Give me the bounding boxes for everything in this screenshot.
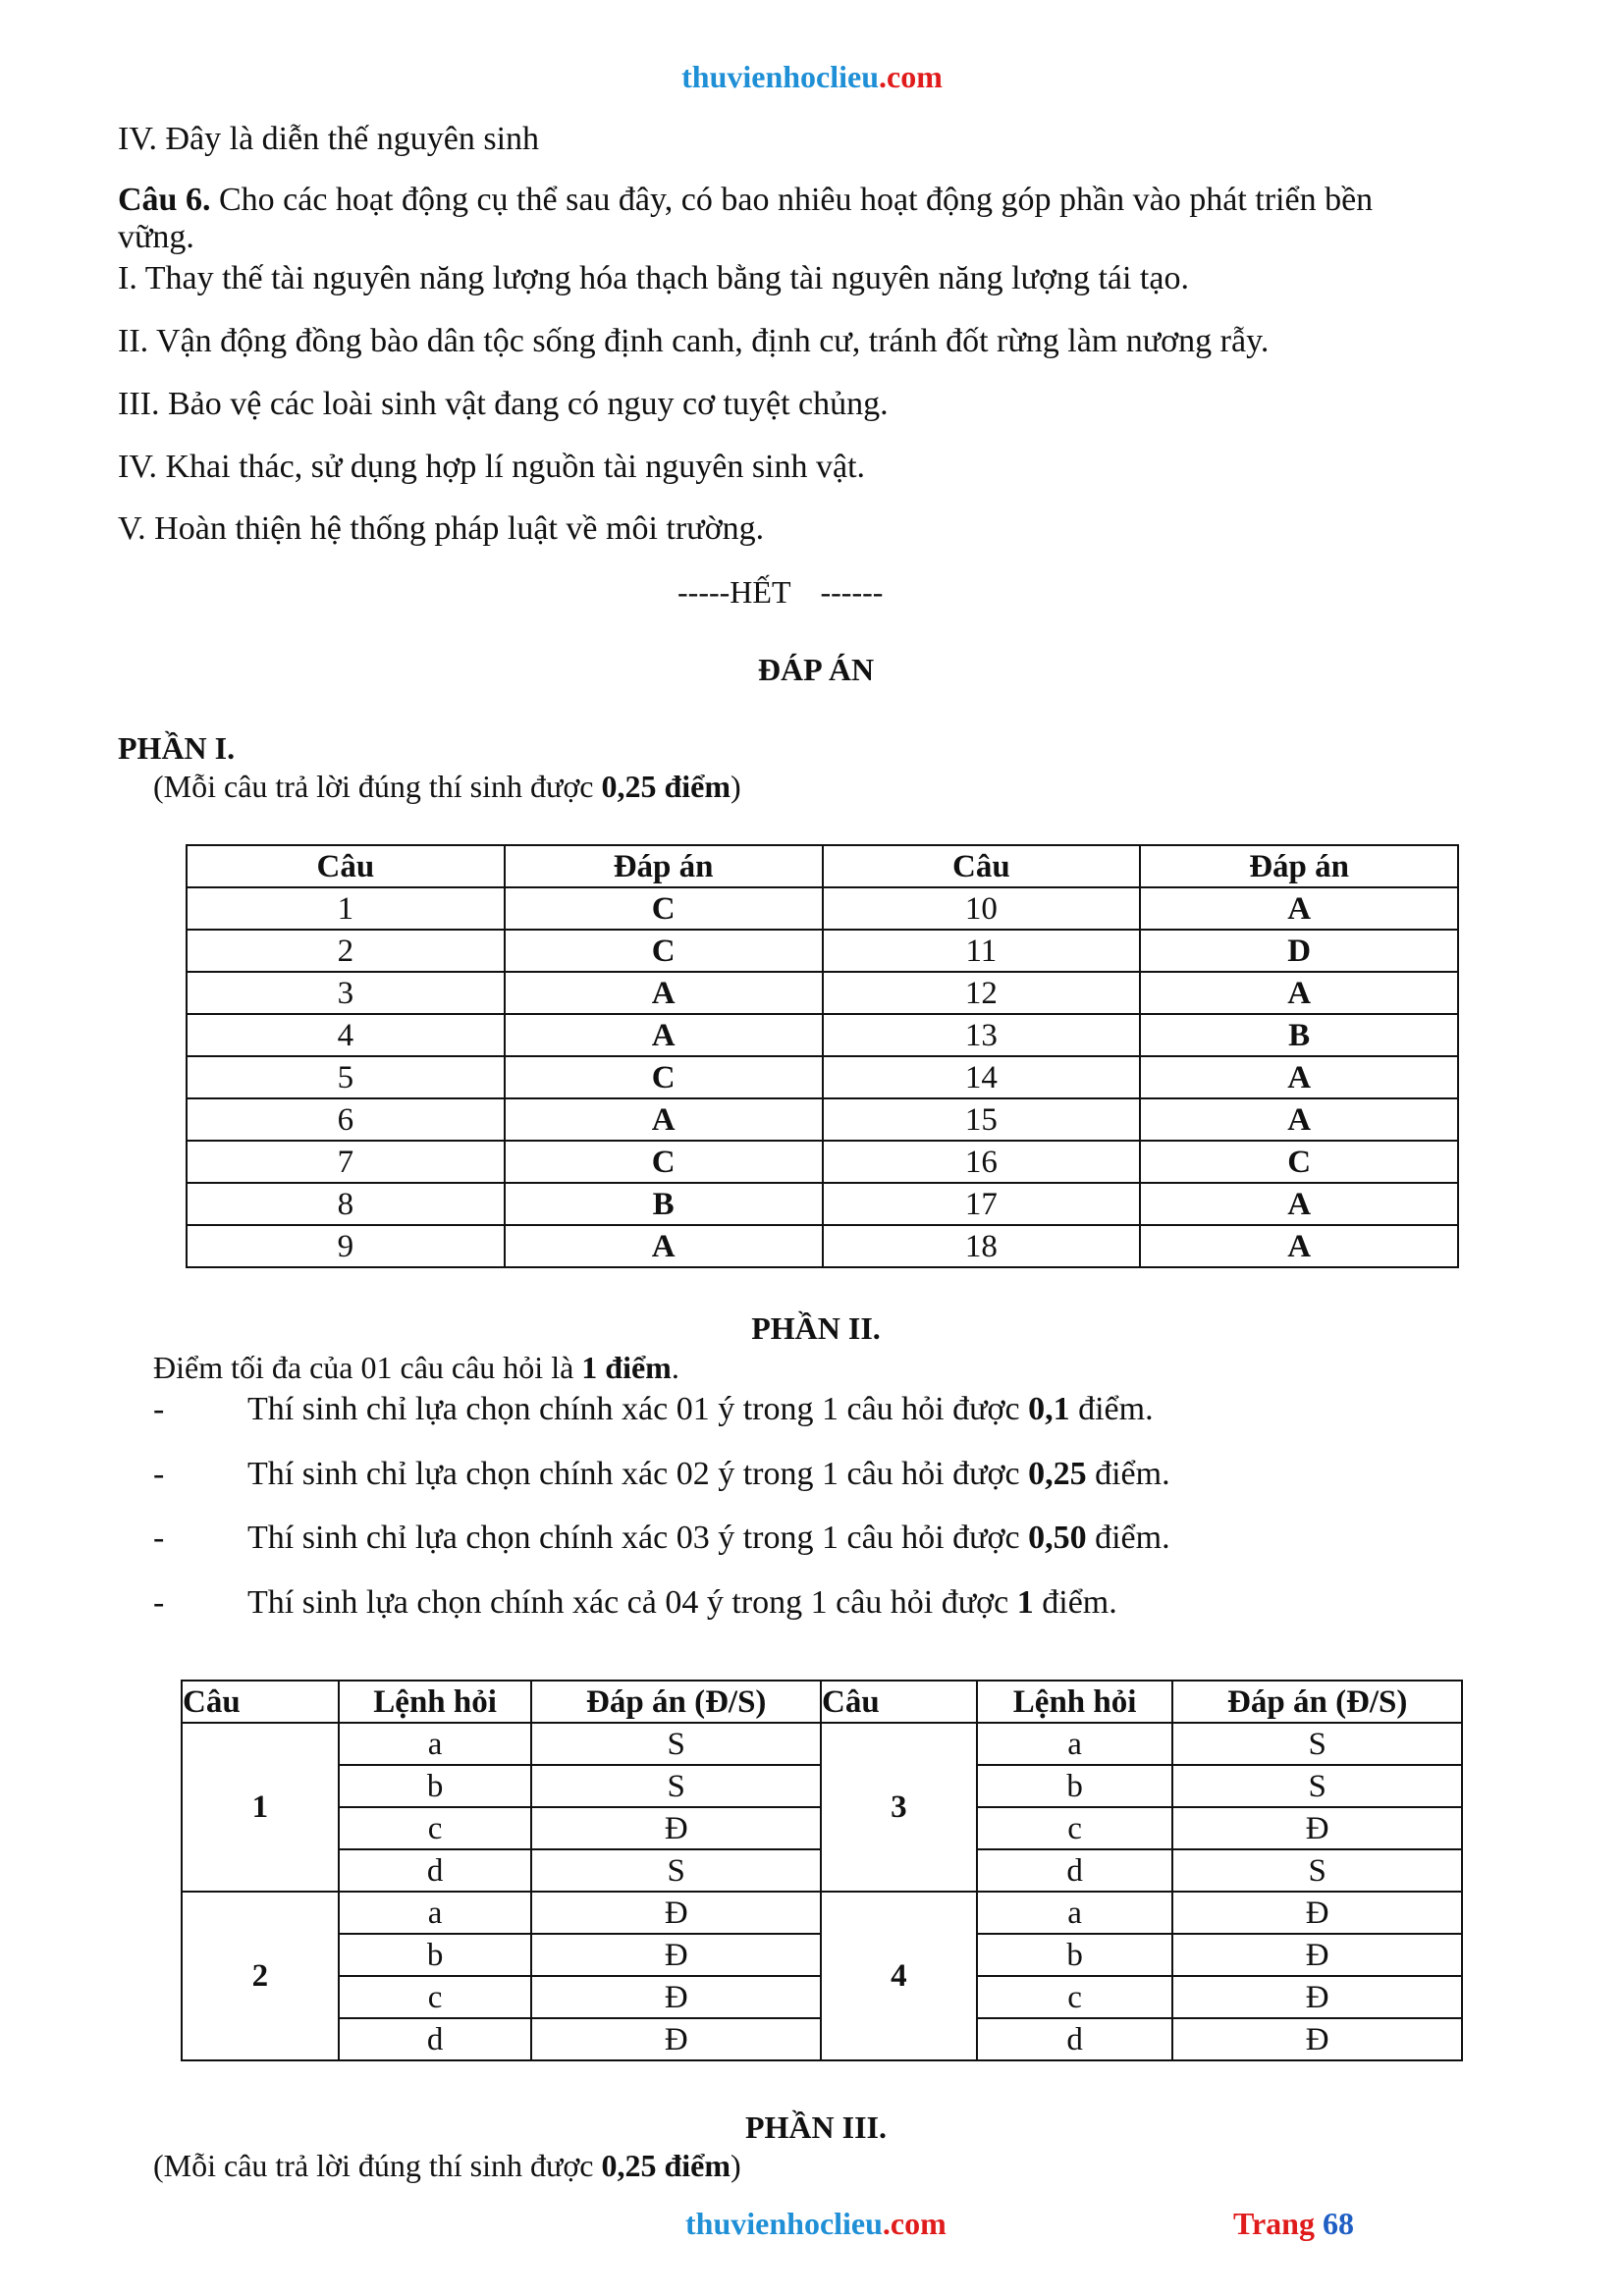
answer-cell: A xyxy=(505,1014,823,1056)
table-header-cell: Lệnh hỏi xyxy=(339,1681,532,1723)
answer-cell: Đ xyxy=(1172,2018,1462,2060)
scoring-rule xyxy=(247,1519,1170,1558)
scoring-rule-end: điểm. xyxy=(1033,1584,1117,1621)
answer-cell: B xyxy=(505,1183,823,1225)
page-label: Trang xyxy=(1233,2206,1323,2241)
statement-cell: c xyxy=(339,1976,532,2018)
table-row xyxy=(182,1723,1462,1765)
answer-cell: A xyxy=(505,1098,823,1141)
part2-answer-table xyxy=(181,1680,1463,2061)
statement-cell: c xyxy=(977,1807,1173,1849)
scoring-rule-points: 1 xyxy=(1016,1584,1034,1621)
answer-cell: Đ xyxy=(531,1976,821,2018)
statement-cell: b xyxy=(339,1765,532,1807)
question6-line2: vững. xyxy=(118,219,194,255)
question-number-cell: 12 xyxy=(823,972,1141,1014)
table-header-cell: Câu xyxy=(187,845,505,887)
question-number-cell: 11 xyxy=(823,930,1141,972)
scoring-rule-end: điểm. xyxy=(1086,1520,1170,1556)
question-number-cell: 7 xyxy=(187,1141,505,1183)
table-header-cell: Đáp án (Đ/S) xyxy=(531,1681,821,1723)
question-number-cell: 4 xyxy=(187,1014,505,1056)
scoring-rule-text: Thí sinh chỉ lựa chọn chính xác 02 ý trong 1 câu hỏi được xyxy=(247,1456,1029,1492)
statement-cell: d xyxy=(339,2018,532,2060)
part1-note-points: 0,25 điểm xyxy=(601,769,731,804)
statement-cell: a xyxy=(339,1892,532,1934)
question-number-cell: 14 xyxy=(823,1056,1141,1098)
answer-cell: C xyxy=(505,887,823,930)
question6-text: Cho các hoạt động cụ thể sau đây, có bao nhiêu hoạt động góp phần vào phát triển bền xyxy=(210,182,1374,218)
scoring-rule-end: điểm. xyxy=(1086,1456,1170,1492)
table-header-row xyxy=(182,1681,1462,1723)
table-header-cell: Đáp án xyxy=(505,845,823,887)
page-number-value: 68 xyxy=(1322,2206,1354,2241)
table-header-cell: Câu xyxy=(823,845,1141,887)
answer-cell: Đ xyxy=(1172,1976,1462,2018)
answer-cell: A xyxy=(1140,1183,1458,1225)
scoring-bullet: - xyxy=(153,1584,165,1621)
table-header-cell: Lệnh hỏi xyxy=(977,1681,1173,1723)
answer-cell: C xyxy=(505,1141,823,1183)
question-number-cell: 4 xyxy=(821,1892,977,2060)
table-header-cell: Câu xyxy=(821,1681,977,1723)
table-header-cell: Câu xyxy=(182,1681,339,1723)
part3-note-points: 0,25 điểm xyxy=(601,2148,731,2183)
table-row xyxy=(187,930,1458,972)
question-number-cell: 15 xyxy=(823,1098,1141,1141)
question6-item: II. Vận động đồng bào dân tộc sống định canh, định cư, tránh đốt rừng làm nương rẫy. xyxy=(118,323,1270,359)
table-row xyxy=(187,972,1458,1014)
part1-answer-table xyxy=(186,844,1459,1268)
table-header-cell: Đáp án xyxy=(1140,845,1458,887)
scoring-bullet: - xyxy=(153,1391,165,1427)
answer-cell: D xyxy=(1140,930,1458,972)
end-mark-dashes-left: ----- xyxy=(677,574,731,610)
scoring-rule-text: Thí sinh chỉ lựa chọn chính xác 01 ý trong 1 câu hỏi được xyxy=(247,1391,1029,1427)
answer-cell: Đ xyxy=(1172,1892,1462,1934)
table-row xyxy=(187,1225,1458,1267)
part1-note xyxy=(153,768,741,805)
scoring-rule-points: 0,25 xyxy=(1028,1456,1087,1492)
question-number-cell: 8 xyxy=(187,1183,505,1225)
part1-title: PHẦN I. xyxy=(118,730,236,766)
table-header-cell: Đáp án (Đ/S) xyxy=(1172,1681,1462,1723)
part2-max-points: 1 điểm xyxy=(581,1350,672,1385)
statement-cell: b xyxy=(977,1765,1173,1807)
part3-note-close: ) xyxy=(731,2148,741,2183)
question-number-cell: 9 xyxy=(187,1225,505,1267)
question6-item: V. Hoàn thiện hệ thống pháp luật về môi trường. xyxy=(118,510,765,547)
end-mark-text: HẾT xyxy=(730,574,791,610)
scoring-rule xyxy=(247,1583,1117,1623)
answer-cell: Đ xyxy=(531,1892,821,1934)
scoring-rule-end: điểm. xyxy=(1069,1391,1154,1427)
answer-cell: A xyxy=(1140,972,1458,1014)
question-number-cell: 10 xyxy=(823,887,1141,930)
end-mark xyxy=(677,573,883,611)
scoring-bullet: - xyxy=(153,1456,165,1492)
answer-cell: S xyxy=(531,1849,821,1892)
answer-cell: A xyxy=(1140,1225,1458,1267)
answer-cell: B xyxy=(1140,1014,1458,1056)
scoring-rule xyxy=(247,1455,1170,1494)
part3-note xyxy=(153,2147,741,2184)
answer-cell: S xyxy=(1172,1723,1462,1765)
answer-cell: C xyxy=(505,1056,823,1098)
part3-note-text: (Mỗi câu trả lời đúng thí sinh được xyxy=(153,2148,602,2183)
scoring-rule-points: 0,50 xyxy=(1028,1520,1087,1556)
part2-max-text: Điểm tối đa của 01 câu câu hỏi là xyxy=(153,1350,582,1385)
question6-line1 xyxy=(118,181,1373,220)
table-row xyxy=(187,1014,1458,1056)
answer-cell: S xyxy=(531,1765,821,1807)
question-number-cell: 16 xyxy=(823,1141,1141,1183)
question6-label: Câu 6. xyxy=(118,182,211,218)
page-number xyxy=(1233,2206,1354,2242)
answer-cell: A xyxy=(505,1225,823,1267)
part2-title: PHẦN II. xyxy=(751,1310,881,1346)
answer-cell: Đ xyxy=(531,1807,821,1849)
question-number-cell: 3 xyxy=(187,972,505,1014)
statement-cell: d xyxy=(339,1849,532,1892)
answer-cell: S xyxy=(1172,1765,1462,1807)
statement-cell: d xyxy=(977,1849,1173,1892)
table-row xyxy=(187,1056,1458,1098)
scoring-rule-points: 0,1 xyxy=(1028,1391,1070,1427)
footer-site-domain: .com xyxy=(882,2206,947,2241)
table-row xyxy=(187,1098,1458,1141)
answer-cell: A xyxy=(505,972,823,1014)
question-number-cell: 3 xyxy=(821,1723,977,1892)
question-number-cell: 1 xyxy=(187,887,505,930)
answer-title: ĐÁP ÁN xyxy=(757,652,875,687)
question-number-cell: 5 xyxy=(187,1056,505,1098)
part2-max-end: . xyxy=(671,1350,679,1385)
question-number-cell: 2 xyxy=(187,930,505,972)
table-row xyxy=(182,1892,1462,1934)
end-mark-dashes-right: ------ xyxy=(820,574,884,610)
answer-cell: Đ xyxy=(1172,1807,1462,1849)
scoring-rule xyxy=(247,1390,1154,1429)
question-number-cell: 1 xyxy=(182,1723,339,1892)
answer-cell: A xyxy=(1140,1056,1458,1098)
answer-cell: C xyxy=(1140,1141,1458,1183)
question5-last-option: IV. Đây là diễn thế nguyên sinh xyxy=(118,121,540,157)
statement-cell: a xyxy=(977,1723,1173,1765)
question-number-cell: 18 xyxy=(823,1225,1141,1267)
answer-cell: A xyxy=(1140,887,1458,930)
question-number-cell: 17 xyxy=(823,1183,1141,1225)
scoring-rule-text: Thí sinh lựa chọn chính xác cả 04 ý trong 1 câu hỏi được xyxy=(247,1584,1017,1621)
footer-site-logo xyxy=(685,2206,947,2242)
scoring-bullet: - xyxy=(153,1520,165,1556)
part1-note-close: ) xyxy=(731,769,741,804)
scoring-rule-text: Thí sinh chỉ lựa chọn chính xác 03 ý trong 1 câu hỏi được xyxy=(247,1520,1029,1556)
answer-cell: Đ xyxy=(531,1934,821,1976)
question-number-cell: 13 xyxy=(823,1014,1141,1056)
question6-item: III. Bảo vệ các loài sinh vật đang có nguy cơ tuyệt chủng. xyxy=(118,386,889,422)
question6-item: I. Thay thế tài nguyên năng lượng hóa thạch bằng tài nguyên năng lượng tái tạo. xyxy=(118,260,1189,296)
table-header-row xyxy=(187,845,1458,887)
question6-item: IV. Khai thác, sử dụng hợp lí nguồn tài nguyên sinh vật. xyxy=(118,449,866,485)
question-number-cell: 2 xyxy=(182,1892,339,2060)
statement-cell: c xyxy=(977,1976,1173,2018)
answer-cell: C xyxy=(505,930,823,972)
statement-cell: b xyxy=(977,1934,1173,1976)
footer-site-name: thuvienhoclieu xyxy=(685,2206,883,2241)
statement-cell: b xyxy=(339,1934,532,1976)
answer-cell: A xyxy=(1140,1098,1458,1141)
part2-max-score xyxy=(153,1349,679,1386)
header-site-name: thuvienhoclieu xyxy=(681,59,880,94)
table-row xyxy=(187,1183,1458,1225)
question-number-cell: 6 xyxy=(187,1098,505,1141)
header-site-logo xyxy=(0,59,1624,95)
part1-note-text: (Mỗi câu trả lời đúng thí sinh được xyxy=(153,769,602,804)
answer-cell: S xyxy=(531,1723,821,1765)
part3-title: PHẦN III. xyxy=(744,2109,887,2145)
answer-cell: S xyxy=(1172,1849,1462,1892)
statement-cell: a xyxy=(339,1723,532,1765)
statement-cell: c xyxy=(339,1807,532,1849)
answer-cell: Đ xyxy=(531,2018,821,2060)
statement-cell: d xyxy=(977,2018,1173,2060)
answer-cell: Đ xyxy=(1172,1934,1462,1976)
table-row xyxy=(187,1141,1458,1183)
table-row xyxy=(187,887,1458,930)
header-site-domain: .com xyxy=(879,59,943,94)
statement-cell: a xyxy=(977,1892,1173,1934)
